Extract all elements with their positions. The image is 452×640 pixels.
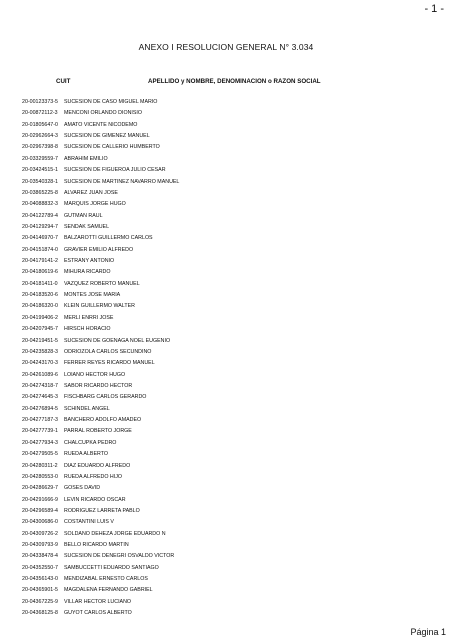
row-name: AMATO VICENTE NICODEMO [64, 121, 138, 128]
table-row [0, 301, 452, 312]
row-cuit: 20-04219451-5 [22, 337, 58, 344]
table-row [0, 392, 452, 403]
row-cuit: 20-04368125-8 [22, 610, 58, 617]
row-name: SAMBUCCETTI EDUARDO SANTIAGO [64, 564, 159, 571]
page-number-top: - 1 - [424, 3, 444, 15]
page-footer: Página 1 [410, 627, 446, 637]
table-row [0, 290, 452, 301]
row-name: SENDAK SAMUEL [64, 223, 110, 230]
row-cuit: 20-04279505-5 [22, 451, 58, 458]
row-cuit: 20-04277739-1 [22, 428, 58, 435]
table-row [0, 97, 452, 108]
header-name: APELLIDO y NOMBRE, DENOMINACION o RAZON SOCIAL [148, 78, 321, 85]
row-cuit: 20-04274645-3 [22, 394, 58, 401]
row-cuit: 20-04181411-0 [22, 280, 58, 287]
row-name: ABRAHIM EMILIO [64, 155, 108, 162]
table-row [0, 336, 452, 347]
row-cuit: 20-02962664-3 [22, 133, 58, 140]
row-name: HIRSCH HORACIO [64, 326, 111, 333]
row-name: SUCESION DE FIGUEROA JULIO CESAR [64, 167, 166, 174]
row-cuit: 20-04122789-4 [22, 212, 58, 219]
table-row [0, 461, 452, 472]
table-row [0, 177, 452, 188]
row-cuit: 20-00123373-5 [22, 99, 58, 105]
row-name: MIHURA RICARDO [64, 269, 111, 276]
table-row [0, 540, 452, 551]
row-name: COSTANTINI LUIS V [64, 519, 114, 526]
row-cuit: 20-03424515-1 [22, 167, 58, 174]
row-name: LEVIN RICARDO OSCAR [64, 496, 126, 503]
row-cuit: 20-04300686-0 [22, 519, 58, 526]
table-row [0, 256, 452, 267]
row-name: SUCESION DE GIMENEZ MANUEL [64, 133, 150, 140]
row-name: SCHINDEL ANGEL [64, 405, 110, 412]
row-cuit: 20-04088832-3 [22, 201, 58, 208]
table-row [0, 551, 452, 562]
row-name: SABOR RICARDO HECTOR [64, 382, 133, 389]
row-cuit: 20-03329559-7 [22, 155, 58, 162]
row-name: KLEIN GUILLERMO WALTER [64, 303, 135, 310]
row-name: MENCONI ORLANDO DIONISIO [64, 110, 142, 117]
table-row [0, 472, 452, 483]
row-cuit: 20-04296589-4 [22, 507, 58, 514]
table-row [0, 267, 452, 278]
table-body [0, 97, 452, 620]
table-row [0, 426, 452, 437]
table-row [0, 108, 452, 119]
row-cuit: 20-04179141-2 [22, 258, 58, 265]
table-row [0, 358, 452, 369]
table-row [0, 347, 452, 358]
row-name: ODRIOZOLA CARLOS SECUNDINO [64, 348, 152, 355]
row-cuit: 20-02967398-8 [22, 144, 58, 151]
row-name: BALZAROTTI GUILLERMO CARLOS [64, 235, 153, 242]
row-name: VAZQUEZ ROBERTO MANUEL [64, 280, 140, 287]
table-row [0, 279, 452, 290]
table-row [0, 506, 452, 517]
row-cuit: 20-04274318-7 [22, 382, 58, 389]
table-row [0, 574, 452, 585]
table-row [0, 165, 452, 176]
row-cuit: 20-04243170-3 [22, 360, 58, 367]
row-cuit: 20-04151874-0 [22, 246, 58, 253]
row-name: SUCESION DE CALLERIO HUMBERTO [64, 144, 160, 151]
row-cuit: 20-04291666-9 [22, 496, 58, 503]
table-row [0, 142, 452, 153]
row-cuit: 20-04146970-7 [22, 235, 58, 242]
table-row [0, 529, 452, 540]
row-name: DIAZ EDUARDO ALFREDO [64, 462, 131, 469]
table-row [0, 449, 452, 460]
row-name: RODRIGUEZ LARRETA PABLO [64, 507, 140, 514]
row-name: CHALCUPKA PEDRO [64, 439, 117, 446]
row-cuit: 20-04352550-7 [22, 564, 58, 571]
row-name: BANCHERO ADOLFO AMADEO [64, 417, 142, 424]
table-row [0, 188, 452, 199]
table-row [0, 245, 452, 256]
row-name: SUCESION DE GOENAGA NOEL EUGENIO [64, 337, 171, 344]
row-name: MAGDALENA FERNANDO GABRIEL [64, 587, 153, 594]
table-row [0, 415, 452, 426]
table-row [0, 483, 452, 494]
table-header [0, 78, 452, 90]
row-name: GUTMAN RAUL [64, 212, 103, 219]
table-row [0, 438, 452, 449]
row-name: GOSES DAVID [64, 485, 101, 492]
row-cuit: 20-04280311-2 [22, 462, 58, 469]
row-cuit: 20-01805647-0 [22, 121, 58, 128]
document-title: ANEXO I RESOLUCION GENERAL N° 3.034 [138, 42, 314, 52]
header-cuit: CUIT [56, 78, 71, 85]
table-row [0, 370, 452, 381]
row-cuit: 20-04261089-6 [22, 371, 58, 378]
row-name: GRAVIER EMILIO ALFREDO [64, 246, 134, 253]
row-cuit: 20-04338478-4 [22, 553, 58, 560]
row-cuit: 20-04180619-6 [22, 269, 58, 276]
row-cuit: 20-04309726-2 [22, 530, 58, 537]
row-cuit: 20-04199406-2 [22, 314, 58, 321]
row-name: BELLO RICARDO MARTIN [64, 542, 129, 549]
row-cuit: 20-04277934-3 [22, 439, 58, 446]
row-name: FISCHBARG CARLOS GERARDO [64, 394, 147, 401]
row-name: MARQUIS JORGE HUGO [64, 201, 126, 208]
row-name: LOIANO HECTOR HUGO [64, 371, 126, 378]
row-name: VILLAR HECTOR LUCIANO [64, 598, 132, 605]
row-cuit: 20-04356143-0 [22, 576, 58, 583]
row-cuit: 20-03540328-1 [22, 178, 58, 185]
row-cuit: 20-04365901-5 [22, 587, 58, 594]
row-cuit: 20-03865225-8 [22, 189, 58, 196]
row-name: MERLI ENRRI JOSE [64, 314, 114, 321]
table-row [0, 404, 452, 415]
row-cuit: 20-04235828-3 [22, 348, 58, 355]
row-name: SUCESION DE MARTINEZ NAVARRO MANUEL [64, 178, 180, 185]
row-cuit: 20-04367225-9 [22, 598, 58, 605]
row-cuit: 20-04286629-7 [22, 485, 58, 492]
table-row [0, 597, 452, 608]
table-row [0, 199, 452, 210]
row-cuit: 20-04183520-6 [22, 292, 58, 299]
table-row [0, 120, 452, 131]
row-name: ALVAREZ JUAN JOSE [64, 189, 118, 196]
table-row [0, 608, 452, 619]
row-cuit: 20-04309793-9 [22, 542, 58, 549]
row-name: ESTRANY ANTONIO [64, 258, 115, 265]
table-row [0, 563, 452, 574]
table-row [0, 154, 452, 165]
row-name: MONTES JOSE MARIA [64, 292, 121, 299]
row-name: FERRER REYES RICARDO MANUEL [64, 360, 155, 367]
row-name: PARRAL ROBERTO JORGE [64, 428, 132, 435]
row-name: MENDIZABAL ERNESTO CARLOS [64, 576, 148, 583]
row-cuit: 20-04276894-5 [22, 405, 58, 412]
table-row [0, 517, 452, 528]
table-row [0, 211, 452, 222]
table-row [0, 324, 452, 335]
table-row [0, 222, 452, 233]
table-row [0, 381, 452, 392]
row-name: GUYOT CARLOS ALBERTO [64, 610, 132, 617]
row-cuit: 20-04186320-0 [22, 303, 58, 310]
table-row [0, 313, 452, 324]
table-row [0, 495, 452, 506]
row-cuit: 20-00872112-3 [22, 110, 58, 117]
row-cuit: 20-04129294-7 [22, 223, 58, 230]
row-cuit: 20-04277187-3 [22, 417, 58, 424]
row-name: SUCESION DE CASO MIGUEL MARIO [64, 99, 158, 105]
table-row [0, 585, 452, 596]
table-row [0, 131, 452, 142]
row-name: RUEDA ALFREDO HIJO [64, 473, 122, 480]
table-row [0, 233, 452, 244]
row-cuit: 20-04207945-7 [22, 326, 58, 333]
row-name: SUCESION DE DENEGRI OSVALDO VICTOR [64, 553, 175, 560]
row-cuit: 20-04280553-0 [22, 473, 58, 480]
row-name: SOLDANO DEHEZA JORGE EDUARDO N [64, 530, 166, 537]
row-name: RUEDA ALBERTO [64, 451, 108, 458]
